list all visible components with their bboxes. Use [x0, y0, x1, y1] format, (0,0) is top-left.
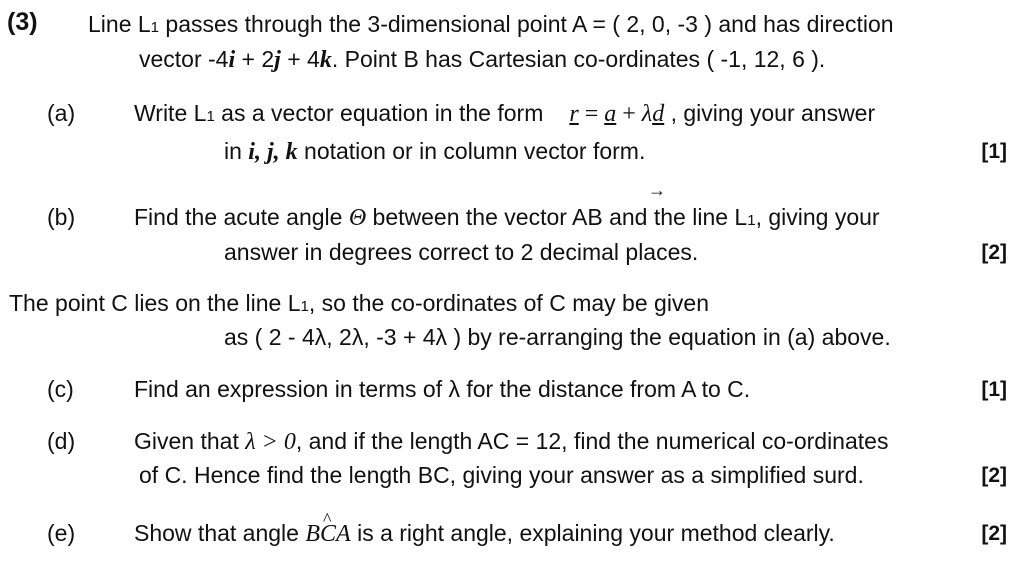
part-a-marks: [1] — [981, 140, 1007, 163]
part-e-label: (e) — [47, 520, 76, 546]
part-d-marks: [2] — [981, 464, 1007, 487]
part-d-line-2: of C. Hence find the length BC, giving your answer as a simplified surd. — [139, 462, 864, 488]
vector-arrow-icon: → — [648, 180, 666, 200]
part-e-line-1: Show that angle B^ CA is a right angle, explaining your method clearly. — [134, 519, 835, 548]
part-d-line-1: Given that λ > 0, and if the length AC = 12, find the numerical co-ordinates — [134, 428, 889, 455]
statement-line-2: as ( 2 - 4λ, 2λ, -3 + 4λ ) by re-arranging the equation in (a) above. — [224, 324, 891, 350]
question-number: (3) — [7, 8, 38, 36]
part-c-marks: [1] — [981, 378, 1007, 401]
part-c-line-1: Find an expression in terms of λ for the distance from A to C. — [134, 376, 751, 402]
vector-d: d — [652, 101, 665, 127]
angle-bca: B^ CA — [305, 521, 350, 547]
vector-a: a — [604, 101, 617, 127]
part-d-label: (d) — [47, 428, 76, 454]
intro-line-1: Line L1 passes through the 3-dimensional point A = ( 2, 0, -3 ) and has direction — [88, 11, 894, 37]
intro-line-2: vector -4i + 2j + 4k. Point B has Cartesian co-ordinates ( -1, 12, 6 ). — [139, 46, 826, 73]
part-c-label: (c) — [47, 376, 74, 402]
part-a-line-1: Write L1 as a vector equation in the form r = a + λd , giving your answer — [134, 100, 876, 127]
part-b-line-2: answer in degrees correct to 2 decimal places. — [224, 239, 699, 265]
part-b-marks: [2] — [981, 241, 1007, 264]
part-b-label: (b) — [47, 204, 76, 230]
vector-r: r — [569, 101, 579, 127]
part-a-label: (a) — [47, 100, 76, 126]
part-a-line-2: in i, j, k notation or in column vector form. — [224, 138, 646, 165]
statement-line-1: The point C lies on the line L1, so the co-ordinates of C may be given — [9, 290, 710, 316]
part-e-marks: [2] — [981, 522, 1007, 545]
part-b-line-1: Find the acute angle Θ between the vector AB and the line L1, giving your — [134, 204, 880, 231]
